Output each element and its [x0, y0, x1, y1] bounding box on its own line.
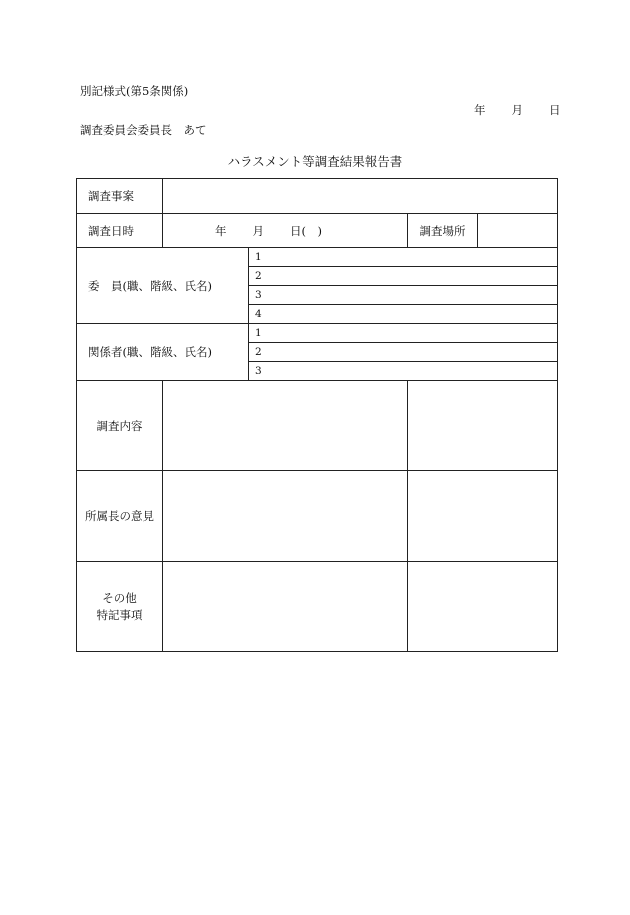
other-notes-field-left[interactable]: [163, 562, 408, 652]
related-entry-1[interactable]: 1: [249, 324, 558, 343]
related-persons-label: 関係者(職、階級、氏名): [77, 324, 249, 381]
investigation-date-field[interactable]: [163, 214, 408, 248]
document-title: ハラスメント等調査結果報告書: [227, 154, 403, 169]
member-entry-1[interactable]: 1: [249, 248, 558, 267]
investigation-content-field-right[interactable]: [408, 381, 558, 471]
related-entry-3[interactable]: 3: [249, 362, 558, 381]
date-place-row: [77, 214, 558, 248]
date-day-label: 日: [549, 103, 561, 117]
report-date: [474, 105, 561, 117]
related-entry-2[interactable]: 2: [249, 343, 558, 362]
case-label: 調査事案: [77, 179, 163, 214]
member-entry-3[interactable]: 3: [249, 286, 558, 305]
supervisor-opinion-label: 所属長の意見: [77, 471, 163, 562]
member-entry-2[interactable]: 2: [249, 267, 558, 286]
other-notes-label: [77, 562, 163, 652]
investigation-month-label: 月: [252, 223, 264, 238]
investigation-content-field-left[interactable]: [163, 381, 408, 471]
investigation-place-label: 調査場所: [408, 214, 478, 248]
investigation-day-label: 日( ): [290, 223, 322, 238]
supervisor-opinion-field-left[interactable]: [163, 471, 408, 562]
date-month-label: 月: [511, 103, 523, 117]
investigation-content-label: 調査内容: [77, 381, 163, 471]
case-row: [77, 179, 558, 214]
member-row: [77, 248, 558, 267]
related-row: [77, 324, 558, 343]
other-notes-row: [77, 562, 558, 652]
supervisor-opinion-field-right[interactable]: [408, 471, 558, 562]
member-entry-4[interactable]: 4: [249, 305, 558, 324]
date-year-label: 年: [474, 103, 486, 117]
members-label: 委 員(職、階級、氏名): [77, 248, 249, 324]
content-row: [77, 381, 558, 471]
addressee: 調査委員会委員長 あて: [80, 123, 207, 137]
opinion-row: [77, 471, 558, 562]
investigation-report-form: [76, 178, 558, 652]
other-notes-label-line1: その他: [102, 590, 137, 605]
form-number-label: 別記様式(第5条関係): [80, 84, 189, 98]
other-notes-label-line2: 特記事項: [96, 607, 143, 622]
case-field[interactable]: [163, 179, 558, 214]
investigation-place-field[interactable]: [478, 214, 558, 248]
other-notes-field-right[interactable]: [408, 562, 558, 652]
investigation-date-label: 調査日時: [77, 214, 163, 248]
investigation-year-label: 年: [215, 223, 227, 238]
